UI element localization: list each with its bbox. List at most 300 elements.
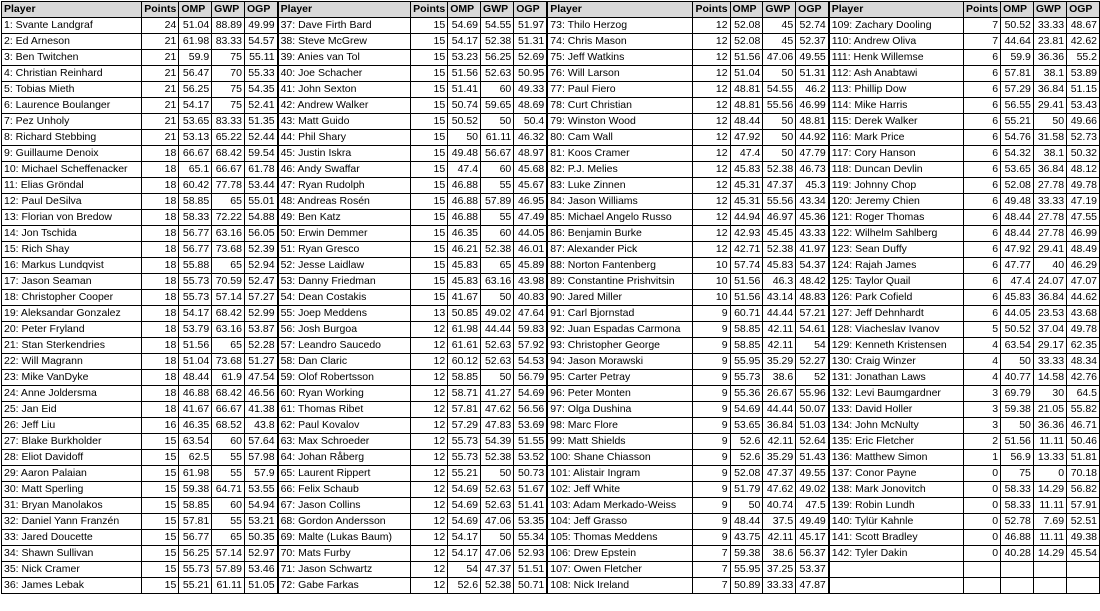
- player-points: 15: [411, 274, 448, 290]
- player-omp: 55.95: [730, 354, 763, 370]
- player-ogp: 53.46: [244, 562, 277, 578]
- player-gwp: 36.84: [1033, 82, 1066, 98]
- player-omp: 59.38: [730, 546, 763, 562]
- player-name: 10: Michael Scheffenacker: [2, 162, 142, 178]
- player-ogp: 51.43: [796, 450, 829, 466]
- player-omp: 51.56: [448, 66, 481, 82]
- player-omp: 44.64: [1001, 34, 1034, 50]
- player-name: 94: Jason Morawski: [547, 354, 693, 370]
- player-ogp: 57.27: [244, 290, 277, 306]
- player-gwp: 52.38: [481, 242, 514, 258]
- player-ogp: 52.64: [796, 434, 829, 450]
- player-omp: 54.69: [448, 482, 481, 498]
- player-points: 1: [963, 450, 1000, 466]
- player-name: 127: Jeff Dehnhardt: [829, 306, 964, 322]
- player-gwp: 37.5: [763, 514, 796, 530]
- player-gwp: 52.63: [481, 354, 514, 370]
- header-omp: OMP: [448, 2, 481, 18]
- player-omp: 55.73: [179, 274, 212, 290]
- player-gwp: 63.16: [212, 322, 245, 338]
- player-omp: 61.98: [179, 466, 212, 482]
- player-gwp: 50: [481, 290, 514, 306]
- player-name: 19: Aleksandar Gonzalez: [2, 306, 142, 322]
- player-points: 12: [693, 130, 730, 146]
- table-row: [2, 402, 1100, 418]
- player-gwp: 47.83: [481, 418, 514, 434]
- player-points: 12: [411, 450, 448, 466]
- player-points: 6: [963, 66, 1000, 82]
- player-omp: 61.98: [179, 34, 212, 50]
- player-omp: 50: [1001, 354, 1034, 370]
- player-gwp: 50: [481, 530, 514, 546]
- player-points: 12: [693, 114, 730, 130]
- player-points: 6: [963, 194, 1000, 210]
- player-omp: 47.4: [448, 162, 481, 178]
- player-points: 24: [142, 18, 179, 34]
- player-omp: 54.32: [1001, 146, 1034, 162]
- player-points: 15: [411, 114, 448, 130]
- player-ogp: 56.05: [244, 226, 277, 242]
- player-gwp: 36.36: [1033, 418, 1066, 434]
- player-gwp: 75: [212, 82, 245, 98]
- player-points: 15: [142, 450, 179, 466]
- player-omp: [1001, 562, 1034, 578]
- player-name: 96: Peter Monten: [547, 386, 693, 402]
- player-points: 9: [693, 418, 730, 434]
- player-points: 12: [411, 354, 448, 370]
- player-gwp: 23.53: [1033, 306, 1066, 322]
- player-name: 40: Joe Schacher: [278, 66, 411, 82]
- player-points: 21: [142, 130, 179, 146]
- player-omp: 44.94: [730, 210, 763, 226]
- player-omp: 52.78: [1001, 514, 1034, 530]
- player-points: 12: [411, 466, 448, 482]
- table-row: [2, 530, 1100, 546]
- player-points: 18: [142, 146, 179, 162]
- player-gwp: 55: [481, 178, 514, 194]
- player-gwp: 60: [212, 498, 245, 514]
- player-omp: 75: [1001, 466, 1034, 482]
- player-name: 118: Duncan Devlin: [829, 162, 964, 178]
- player-ogp: 47.07: [1067, 274, 1100, 290]
- player-name: 125: Taylor Quail: [829, 274, 964, 290]
- player-name: [829, 578, 964, 594]
- player-points: 6: [963, 162, 1000, 178]
- player-name: 110: Andrew Oliva: [829, 34, 964, 50]
- player-name: 106: Drew Epstein: [547, 546, 693, 562]
- player-points: 9: [693, 434, 730, 450]
- player-ogp: 47.87: [796, 578, 829, 594]
- player-gwp: 47.37: [763, 178, 796, 194]
- player-ogp: 49.55: [796, 466, 829, 482]
- player-omp: 57.74: [730, 258, 763, 274]
- player-omp: 55.73: [179, 562, 212, 578]
- player-name: 8: Richard Stebbing: [2, 130, 142, 146]
- player-points: 6: [963, 178, 1000, 194]
- player-omp: 57.81: [1001, 66, 1034, 82]
- player-points: 18: [142, 226, 179, 242]
- player-ogp: 62.35: [1067, 338, 1100, 354]
- player-name: 52: Jesse Laidlaw: [278, 258, 411, 274]
- player-name: 122: Wilhelm Sahlberg: [829, 226, 964, 242]
- player-omp: 51.56: [179, 338, 212, 354]
- player-gwp: 60: [212, 434, 245, 450]
- player-gwp: 77.78: [212, 178, 245, 194]
- header-ogp: OGP: [796, 2, 829, 18]
- header-ogp: OGP: [244, 2, 277, 18]
- header-gwp: GWP: [763, 2, 796, 18]
- player-ogp: 48.69: [514, 98, 548, 114]
- player-ogp: 53.21: [244, 514, 277, 530]
- player-points: 15: [142, 514, 179, 530]
- player-ogp: 54.69: [514, 386, 548, 402]
- player-gwp: 56.25: [481, 50, 514, 66]
- player-gwp: 57.89: [212, 562, 245, 578]
- player-name: 95: Carter Petray: [547, 370, 693, 386]
- player-points: 15: [411, 146, 448, 162]
- player-points: 18: [142, 162, 179, 178]
- table-row: [2, 114, 1100, 130]
- player-points: 12: [411, 498, 448, 514]
- player-points: 18: [142, 258, 179, 274]
- player-ogp: 52.94: [244, 258, 277, 274]
- player-name: 101: Alistair Ingram: [547, 466, 693, 482]
- player-gwp: 68.42: [212, 386, 245, 402]
- player-omp: 48.44: [1001, 210, 1034, 226]
- player-gwp: 36.84: [1033, 162, 1066, 178]
- player-omp: 55.21: [1001, 114, 1034, 130]
- table-row: [2, 258, 1100, 274]
- player-points: 9: [693, 322, 730, 338]
- table-row: [2, 322, 1100, 338]
- player-gwp: 45.45: [763, 226, 796, 242]
- player-points: 18: [142, 306, 179, 322]
- player-name: 42: Andrew Walker: [278, 98, 411, 114]
- header-player: Player: [278, 2, 411, 18]
- player-ogp: 41.97: [796, 242, 829, 258]
- player-ogp: 53.44: [244, 178, 277, 194]
- player-points: 12: [693, 50, 730, 66]
- player-ogp: 52.44: [244, 130, 277, 146]
- player-name: 44: Phil Shary: [278, 130, 411, 146]
- player-points: 3: [963, 418, 1000, 434]
- player-gwp: 88.89: [212, 18, 245, 34]
- player-omp: 45.31: [730, 194, 763, 210]
- player-name: 5: Tobias Mieth: [2, 82, 142, 98]
- player-gwp: 14.29: [1033, 546, 1066, 562]
- player-name: 9: Guillaume Denoix: [2, 146, 142, 162]
- player-ogp: 46.56: [244, 386, 277, 402]
- player-ogp: 46.73: [796, 162, 829, 178]
- player-omp: 51.56: [730, 290, 763, 306]
- player-points: 12: [693, 210, 730, 226]
- player-omp: 57.29: [448, 418, 481, 434]
- player-points: 9: [693, 498, 730, 514]
- player-gwp: 23.81: [1033, 34, 1066, 50]
- player-points: 9: [693, 466, 730, 482]
- player-points: 15: [411, 258, 448, 274]
- player-omp: 47.92: [1001, 242, 1034, 258]
- player-name: 49: Ben Katz: [278, 210, 411, 226]
- player-ogp: 45.36: [796, 210, 829, 226]
- player-gwp: 21.05: [1033, 402, 1066, 418]
- player-omp: 55.88: [179, 258, 212, 274]
- player-name: 97: Olga Dushina: [547, 402, 693, 418]
- player-points: 16: [142, 418, 179, 434]
- table-row: [2, 162, 1100, 178]
- player-ogp: 45.68: [514, 162, 548, 178]
- player-omp: 54.69: [448, 18, 481, 34]
- player-ogp: 57.21: [796, 306, 829, 322]
- player-points: 15: [411, 82, 448, 98]
- player-gwp: 11.11: [1033, 498, 1066, 514]
- player-points: 15: [411, 130, 448, 146]
- player-ogp: 47.54: [244, 370, 277, 386]
- player-ogp: 46.29: [1067, 258, 1100, 274]
- player-gwp: 52.63: [481, 498, 514, 514]
- player-points: 12: [693, 194, 730, 210]
- player-points: 7: [693, 562, 730, 578]
- player-ogp: 48.67: [1067, 18, 1100, 34]
- player-ogp: 51.67: [514, 482, 548, 498]
- player-ogp: 61.78: [244, 162, 277, 178]
- player-ogp: 57.98: [244, 450, 277, 466]
- player-name: 83: Luke Zinnen: [547, 178, 693, 194]
- player-name: 53: Danny Friedman: [278, 274, 411, 290]
- player-gwp: 55: [212, 514, 245, 530]
- player-name: 84: Jason Williams: [547, 194, 693, 210]
- player-gwp: 14.58: [1033, 370, 1066, 386]
- player-points: 0: [963, 482, 1000, 498]
- player-ogp: 48.49: [1067, 242, 1100, 258]
- player-points: 9: [693, 402, 730, 418]
- player-points: 12: [693, 242, 730, 258]
- player-ogp: 47.55: [1067, 210, 1100, 226]
- player-name: 18: Christopher Cooper: [2, 290, 142, 306]
- player-omp: 46.35: [179, 418, 212, 434]
- player-omp: 48.44: [179, 370, 212, 386]
- player-name: 126: Park Cofield: [829, 290, 964, 306]
- player-gwp: 73.68: [212, 354, 245, 370]
- player-gwp: 61.9: [212, 370, 245, 386]
- player-gwp: 40.74: [763, 498, 796, 514]
- player-name: 46: Andy Swaffar: [278, 162, 411, 178]
- table-row: [2, 434, 1100, 450]
- player-name: 16: Markus Lundqvist: [2, 258, 142, 274]
- player-gwp: 52.38: [481, 450, 514, 466]
- player-omp: 54.17: [448, 530, 481, 546]
- player-points: 18: [142, 242, 179, 258]
- header-points: Points: [411, 2, 448, 18]
- player-ogp: 55.96: [796, 386, 829, 402]
- player-points: 9: [693, 386, 730, 402]
- player-name: 77: Paul Fiero: [547, 82, 693, 98]
- player-gwp: 59.65: [481, 98, 514, 114]
- player-name: 67: Jason Collins: [278, 498, 411, 514]
- player-name: 38: Steve McGrew: [278, 34, 411, 50]
- player-name: 37: Dave Firth Bard: [278, 18, 411, 34]
- player-name: 85: Michael Angelo Russo: [547, 210, 693, 226]
- player-omp: 58.33: [1001, 498, 1034, 514]
- player-gwp: 73.68: [212, 242, 245, 258]
- player-omp: 40.28: [1001, 546, 1034, 562]
- player-name: 132: Levi Baumgardner: [829, 386, 964, 402]
- player-name: 87: Alexander Pick: [547, 242, 693, 258]
- player-omp: 52.08: [730, 466, 763, 482]
- player-name: 89: Constantine Prishvitsin: [547, 274, 693, 290]
- header-gwp: GWP: [481, 2, 514, 18]
- player-name: 92: Juan Espadas Carmona: [547, 322, 693, 338]
- player-ogp: 48.83: [796, 290, 829, 306]
- player-omp: 59.38: [1001, 402, 1034, 418]
- player-gwp: 50: [481, 114, 514, 130]
- player-ogp: 51.51: [514, 562, 548, 578]
- player-name: 93: Christopher George: [547, 338, 693, 354]
- player-gwp: 55: [212, 450, 245, 466]
- player-name: 71: Jason Schwartz: [278, 562, 411, 578]
- player-points: 9: [693, 338, 730, 354]
- player-gwp: 56.67: [481, 146, 514, 162]
- player-name: 6: Laurence Boulanger: [2, 98, 142, 114]
- player-points: 6: [963, 146, 1000, 162]
- player-ogp: 52.41: [244, 98, 277, 114]
- player-ogp: 50.95: [514, 66, 548, 82]
- player-gwp: 41.27: [481, 386, 514, 402]
- player-name: 79: Winston Wood: [547, 114, 693, 130]
- player-gwp: 52.38: [481, 578, 514, 594]
- player-points: 12: [411, 434, 448, 450]
- player-omp: 46.21: [448, 242, 481, 258]
- player-points: 12: [411, 514, 448, 530]
- player-ogp: 57.64: [244, 434, 277, 450]
- player-ogp: 50.46: [1067, 434, 1100, 450]
- player-ogp: 51.31: [514, 34, 548, 50]
- player-name: 104: Jeff Grasso: [547, 514, 693, 530]
- player-ogp: 53.87: [244, 322, 277, 338]
- player-name: 66: Felix Schaub: [278, 482, 411, 498]
- player-omp: 59.9: [179, 50, 212, 66]
- standings-table: [1, 1, 1100, 594]
- player-points: 0: [963, 466, 1000, 482]
- player-name: 43: Matt Guido: [278, 114, 411, 130]
- player-omp: 52.08: [730, 34, 763, 50]
- player-points: 15: [411, 98, 448, 114]
- player-ogp: 57.92: [514, 338, 548, 354]
- player-points: 12: [693, 66, 730, 82]
- player-gwp: 75: [212, 50, 245, 66]
- player-ogp: 41.38: [244, 402, 277, 418]
- player-name: 141: Scott Bradley: [829, 530, 964, 546]
- player-gwp: 27.78: [1033, 226, 1066, 242]
- player-ogp: 45.67: [514, 178, 548, 194]
- table-row: [2, 210, 1100, 226]
- player-points: 12: [411, 482, 448, 498]
- player-points: 18: [142, 338, 179, 354]
- player-gwp: 30: [1033, 386, 1066, 402]
- player-omp: 42.71: [730, 242, 763, 258]
- player-ogp: 56.56: [514, 402, 548, 418]
- player-name: 81: Koos Cramer: [547, 146, 693, 162]
- player-ogp: 44.62: [1067, 290, 1100, 306]
- player-points: 5: [963, 322, 1000, 338]
- player-gwp: 29.41: [1033, 242, 1066, 258]
- player-points: 12: [693, 98, 730, 114]
- player-points: 15: [411, 226, 448, 242]
- player-ogp: 48.42: [796, 274, 829, 290]
- player-ogp: 40.83: [514, 290, 548, 306]
- player-ogp: 46.99: [1067, 226, 1100, 242]
- player-gwp: 47.62: [763, 482, 796, 498]
- player-points: 15: [411, 210, 448, 226]
- player-omp: 48.44: [1001, 226, 1034, 242]
- player-omp: 58.85: [179, 194, 212, 210]
- player-points: 7: [963, 34, 1000, 50]
- player-omp: 47.77: [1001, 258, 1034, 274]
- player-points: 2: [963, 434, 1000, 450]
- player-gwp: 72.22: [212, 210, 245, 226]
- player-points: 10: [693, 290, 730, 306]
- player-points: 15: [142, 546, 179, 562]
- player-points: 9: [693, 530, 730, 546]
- player-omp: 46.88: [1001, 530, 1034, 546]
- player-gwp: 46.3: [763, 274, 796, 290]
- player-name: 100: Shane Chiasson: [547, 450, 693, 466]
- player-points: 18: [142, 274, 179, 290]
- player-points: 12: [693, 146, 730, 162]
- header-ogp: OGP: [514, 2, 548, 18]
- player-omp: 63.54: [179, 434, 212, 450]
- player-omp: 56.77: [179, 530, 212, 546]
- player-name: 28: Eliot Davidoff: [2, 450, 142, 466]
- player-gwp: 42.11: [763, 530, 796, 546]
- player-ogp: 55.34: [514, 530, 548, 546]
- player-gwp: 65: [212, 338, 245, 354]
- player-points: 15: [411, 34, 448, 50]
- player-points: 12: [411, 418, 448, 434]
- player-name: 31: Bryan Manolakos: [2, 498, 142, 514]
- player-omp: 58.85: [730, 322, 763, 338]
- player-ogp: 52.74: [796, 18, 829, 34]
- player-name: 55: Joep Meddens: [278, 306, 411, 322]
- player-ogp: 53.89: [1067, 66, 1100, 82]
- player-gwp: 55: [481, 210, 514, 226]
- player-ogp: 51.35: [244, 114, 277, 130]
- player-gwp: 50: [763, 130, 796, 146]
- player-omp: 54.69: [448, 514, 481, 530]
- player-name: 134: John McNulty: [829, 418, 964, 434]
- player-points: 12: [411, 386, 448, 402]
- player-name: 68: Gordon Andersson: [278, 514, 411, 530]
- player-gwp: 54.55: [763, 82, 796, 98]
- player-points: 4: [963, 338, 1000, 354]
- player-gwp: 83.33: [212, 34, 245, 50]
- player-ogp: 50.73: [514, 466, 548, 482]
- table-row: [2, 130, 1100, 146]
- player-points: 12: [411, 578, 448, 594]
- player-points: 21: [142, 98, 179, 114]
- player-points: 12: [693, 18, 730, 34]
- player-name: 2: Ed Arneson: [2, 34, 142, 50]
- player-ogp: 49.33: [514, 82, 548, 98]
- player-omp: 45.83: [730, 162, 763, 178]
- player-points: 6: [963, 114, 1000, 130]
- player-omp: 54: [448, 562, 481, 578]
- player-points: 15: [411, 178, 448, 194]
- player-points: 15: [411, 162, 448, 178]
- player-ogp: 49.49: [796, 514, 829, 530]
- player-omp: 42.93: [730, 226, 763, 242]
- player-omp: 56.9: [1001, 450, 1034, 466]
